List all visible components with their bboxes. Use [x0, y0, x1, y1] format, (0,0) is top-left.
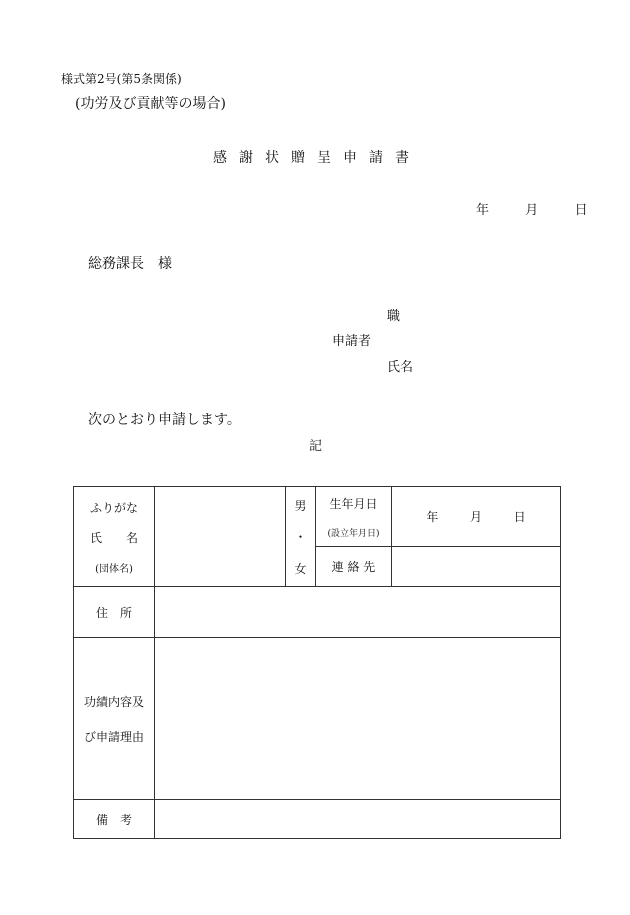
sex-cell[interactable] [286, 487, 316, 587]
form-number: 様式第2号(第5条関係) [61, 72, 182, 86]
document-title: 感謝状贈呈申請書 [213, 150, 421, 166]
date-year-label: 年 [476, 203, 490, 218]
birth-year-label: 年 [426, 510, 439, 524]
contact-label-cell [316, 547, 392, 587]
birth-label-cell [316, 487, 392, 547]
name-label-cell [74, 487, 155, 587]
name-input-cell[interactable] [155, 487, 286, 587]
birth-date-input-cell[interactable] [392, 487, 561, 547]
date-day-label: 日 [574, 203, 588, 218]
addressee: 総務課長 様 [88, 256, 172, 272]
address-input-cell[interactable] [155, 587, 561, 638]
ki-heading: 記 [309, 439, 323, 454]
contact-label: 連 絡 先 [331, 560, 376, 574]
org-name-label: (団体名) [95, 563, 133, 575]
sex-female-option[interactable]: 女 [294, 561, 307, 576]
reason-label-line-2: び申請理由 [83, 729, 144, 744]
birth-day-label: 日 [513, 510, 526, 524]
sex-male-option[interactable]: 男 [294, 498, 307, 513]
applicant-label: 申請者 [332, 334, 372, 349]
applicant-name-label: 氏名 [387, 360, 414, 375]
remarks-label: 備 考 [95, 812, 132, 827]
birth-date-label: 生年月日 [329, 496, 378, 511]
address-label-cell [74, 587, 155, 638]
founding-date-label: (設立年月日) [327, 528, 380, 539]
contact-input-cell[interactable] [392, 547, 561, 587]
name-label: 氏 名 [89, 531, 138, 545]
application-form-table [73, 486, 561, 839]
address-label: 住 所 [95, 605, 132, 620]
date-month-label: 月 [525, 203, 539, 218]
remarks-label-cell [74, 800, 155, 839]
form-subtitle: (功労及び貢献等の場合) [75, 96, 226, 112]
birth-month-label: 月 [469, 510, 482, 524]
request-statement: 次のとおり申請します。 [88, 412, 241, 428]
applicant-position-label: 職 [387, 309, 401, 324]
furigana-label: ふりがな [89, 500, 138, 515]
remarks-input-cell[interactable] [155, 800, 561, 839]
submission-date [476, 204, 588, 217]
reason-label-line-1: 功績内容及 [83, 694, 144, 709]
reason-label-cell [74, 638, 155, 800]
reason-input-cell[interactable] [155, 638, 561, 800]
sex-separator: ・ [294, 530, 307, 544]
